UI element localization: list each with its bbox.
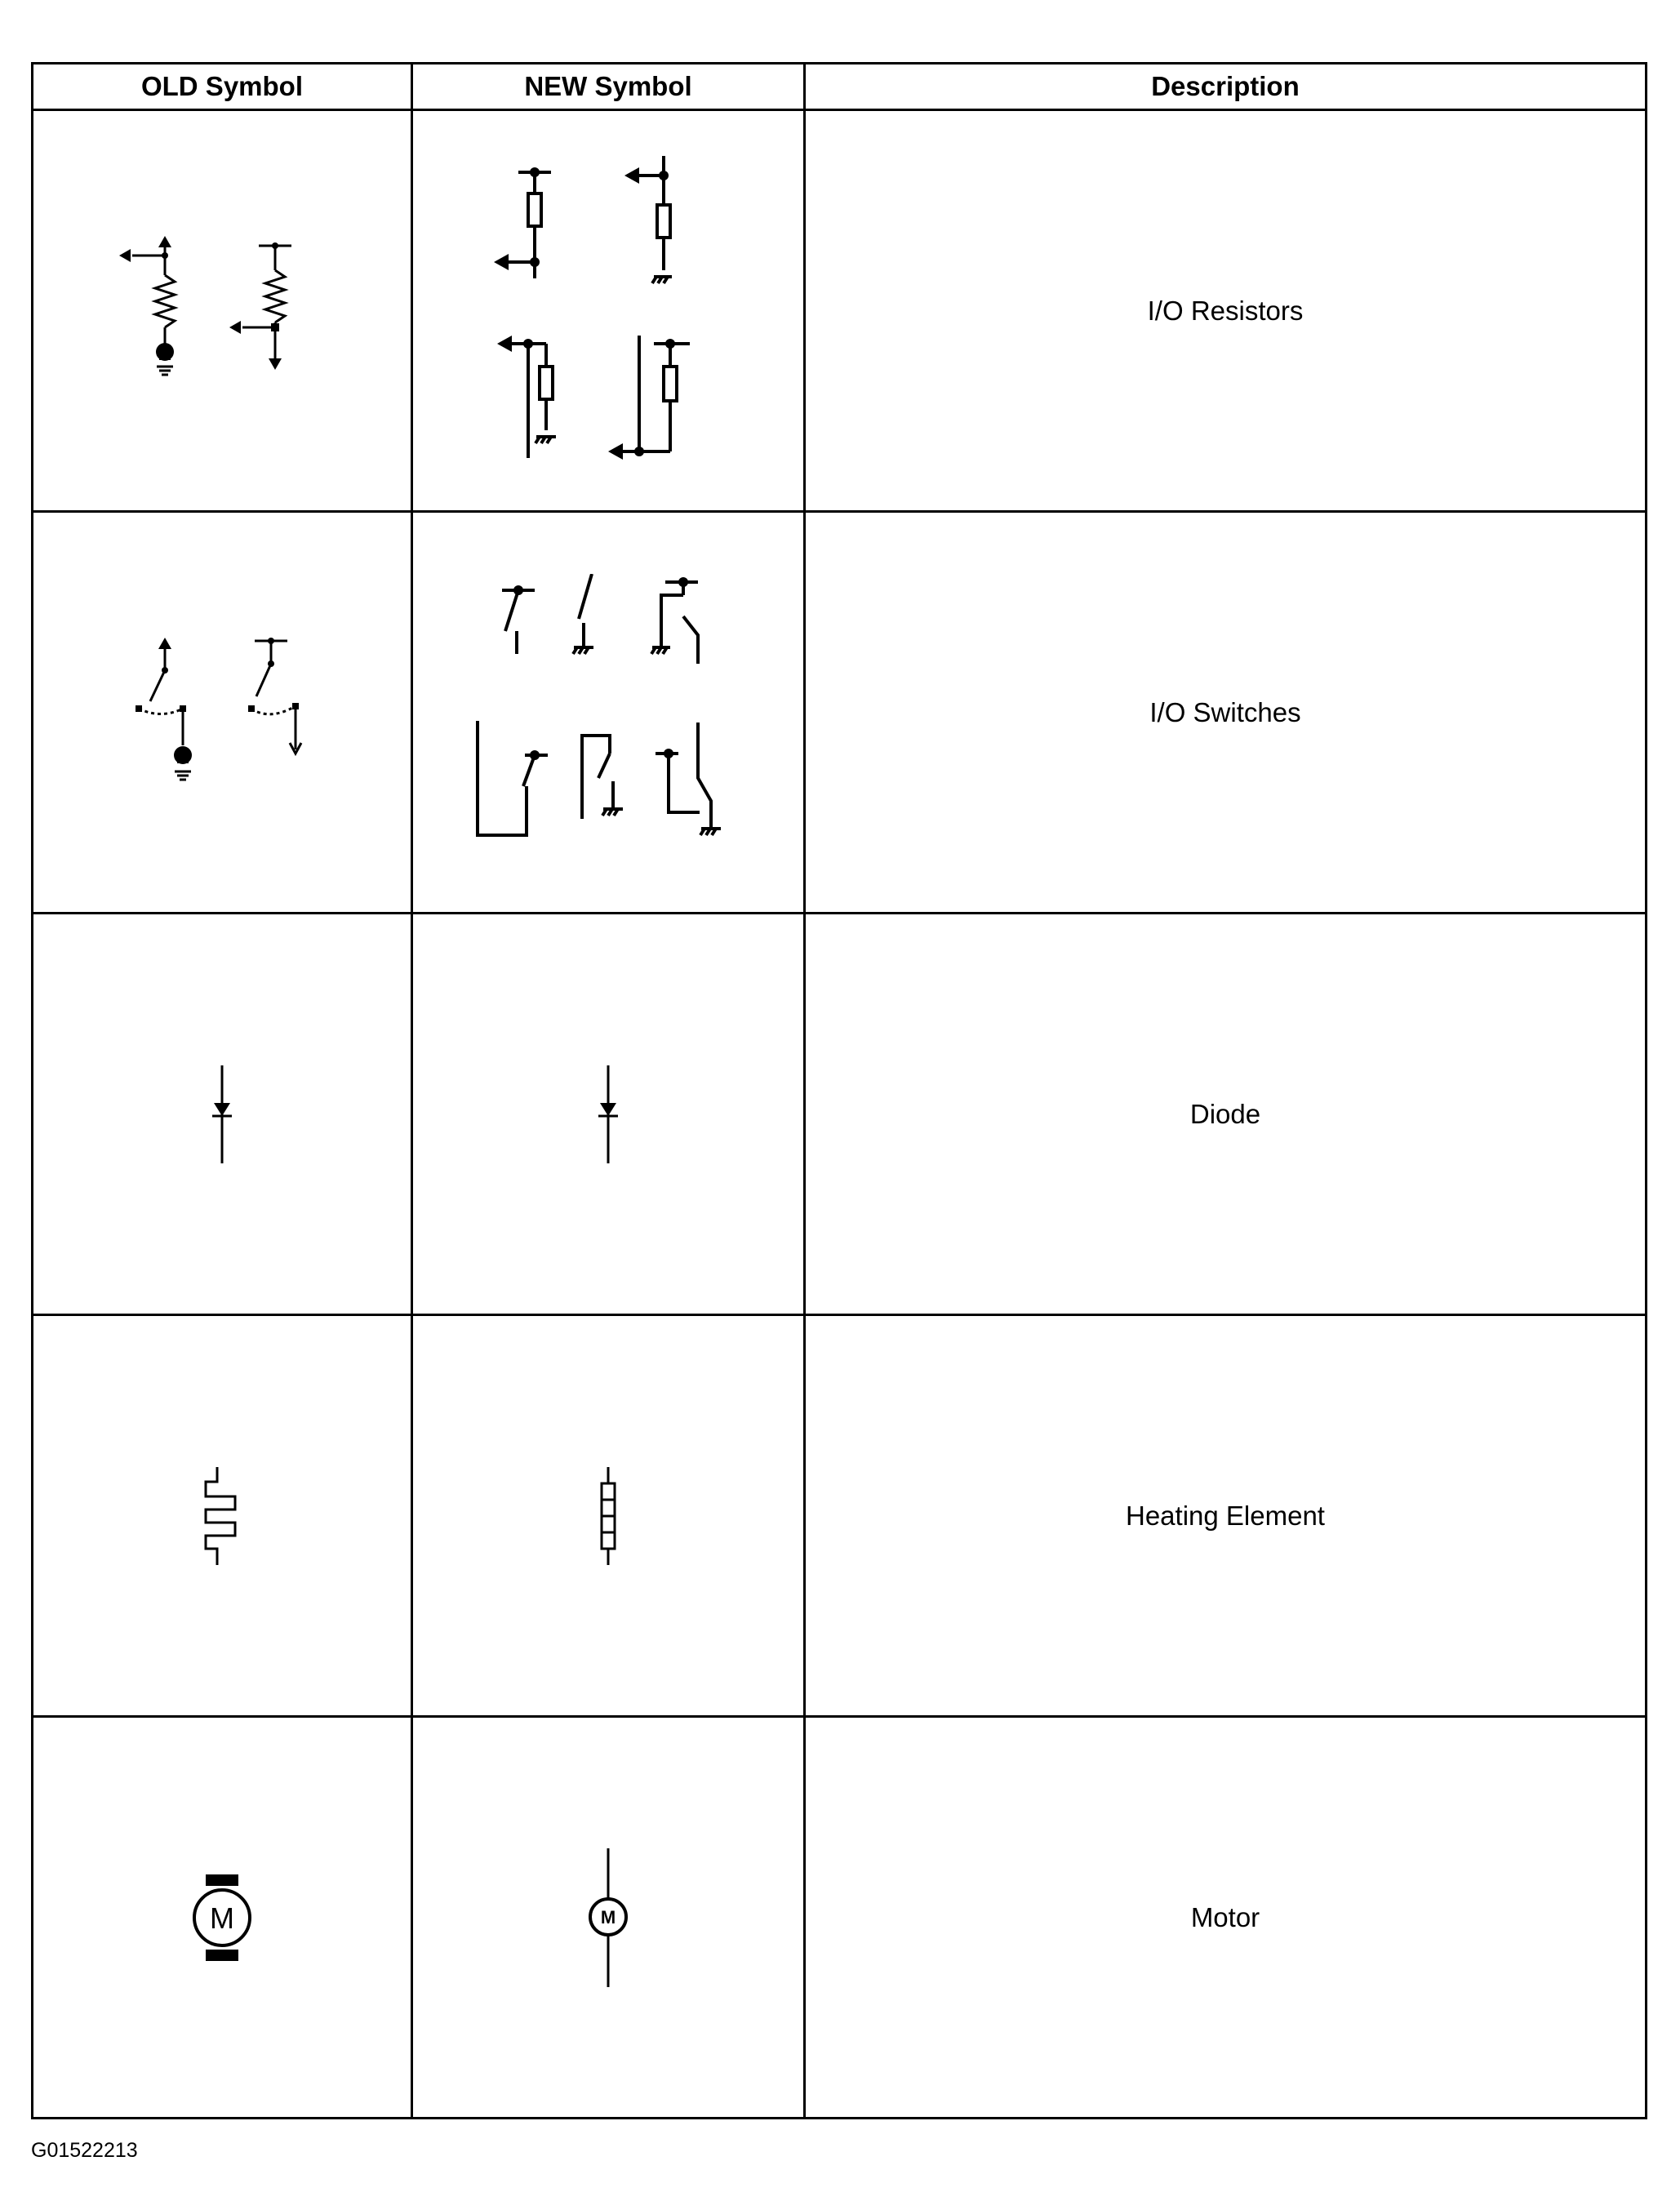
description-cell: I/O Resistors <box>805 110 1647 512</box>
motor-old-label: M <box>210 1901 234 1935</box>
table-row <box>33 110 1647 512</box>
diode-old-icon <box>206 1065 238 1163</box>
description-cell: Motor <box>805 1717 1647 2119</box>
io-switch-new-icon <box>469 574 747 851</box>
diode-new-icon <box>592 1065 624 1163</box>
old-symbol-cell <box>33 914 412 1315</box>
motor-old-icon <box>189 1873 255 1963</box>
heating-element-old-icon <box>198 1467 247 1565</box>
description-cell: Diode <box>805 914 1647 1315</box>
new-symbol-cell <box>412 110 805 512</box>
old-symbol-cell <box>33 512 412 914</box>
symbol-comparison-table <box>31 62 1647 2119</box>
table-header-row <box>33 64 1647 110</box>
new-symbol-cell <box>412 512 805 914</box>
table-row <box>33 1315 1647 1717</box>
new-symbol-cell <box>412 914 805 1315</box>
description-cell: I/O Switches <box>805 512 1647 914</box>
description-cell: Heating Element <box>805 1315 1647 1717</box>
io-resistor-new-icon <box>478 156 739 466</box>
table-row <box>33 1717 1647 2119</box>
new-symbol-cell <box>412 1315 805 1717</box>
old-symbol-cell <box>33 1315 412 1717</box>
motor-new-label: M <box>600 1906 616 1928</box>
new-symbol-cell <box>412 1717 805 2119</box>
heating-element-new-icon <box>592 1467 624 1565</box>
header-description: Description <box>805 64 1647 110</box>
header-old-symbol: OLD Symbol <box>33 64 412 110</box>
table-row <box>33 914 1647 1315</box>
figure-id: G01522213 <box>31 2139 138 2162</box>
old-symbol-cell <box>33 1717 412 2119</box>
header-new-symbol: NEW Symbol <box>412 64 805 110</box>
motor-new-icon <box>584 1848 633 1987</box>
io-switch-old-icon <box>100 631 344 794</box>
io-resistor-old-icon <box>100 229 344 393</box>
old-symbol-cell <box>33 110 412 512</box>
table-row <box>33 512 1647 914</box>
